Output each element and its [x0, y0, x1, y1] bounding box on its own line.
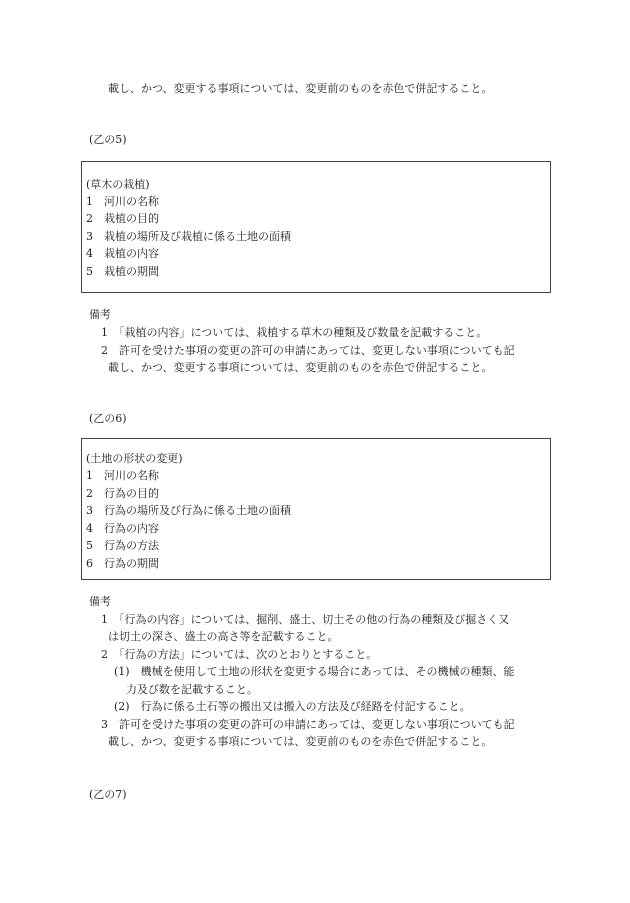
- section-label-7: (乙の7): [89, 788, 127, 801]
- remark-subline: (1) 機械を使用して土地の形状を変更する場合にあっては、その機械の種類、能: [114, 665, 515, 678]
- box-item: 1 河川の名称: [86, 469, 159, 482]
- form-box-6: [81, 438, 551, 580]
- remarks-title-6: 備考: [89, 595, 111, 608]
- form-box-5: [81, 161, 551, 293]
- continuation-text: 載し、かつ、変更する事項については、変更前のものを赤色で併記すること。: [108, 82, 493, 95]
- box-heading: (土地の形状の変更): [86, 452, 183, 465]
- remark-line: 2 許可を受けた事項の変更の許可の申請にあっては、変更しない事項についても記: [101, 344, 515, 357]
- box-item: 6 行為の期間: [86, 557, 159, 570]
- box-heading: (草木の栽植): [86, 178, 150, 191]
- remarks-title-5: 備考: [89, 308, 111, 321]
- section-label-5: (乙の5): [89, 133, 127, 146]
- remark-line: 1 「行為の内容」については、掘削、盛土、切土その他の行為の種類及び掘さく又: [101, 613, 510, 626]
- box-item: 5 栽植の期間: [86, 265, 159, 278]
- remark-line: 載し、かつ、変更する事項については、変更前のものを赤色で併記すること。: [108, 361, 493, 374]
- remark-line: 載し、かつ、変更する事項については、変更前のものを赤色で併記すること。: [108, 735, 493, 748]
- box-item: 1 河川の名称: [86, 195, 159, 208]
- remark-line: 1 「栽植の内容」については、栽植する草木の種類及び数量を記載すること。: [101, 326, 488, 339]
- box-item: 4 行為の内容: [86, 522, 159, 535]
- box-item: 3 栽植の場所及び栽植に係る土地の面積: [86, 230, 291, 243]
- remark-subline: 力及び数を記載すること。: [126, 683, 258, 696]
- remark-line: は切土の深さ、盛土の高さ等を記載すること。: [108, 630, 339, 643]
- remark-subline: (2) 行為に係る土石等の搬出又は搬入の方法及び経路を付記すること。: [114, 700, 471, 713]
- box-item: 4 栽植の内容: [86, 247, 159, 260]
- section-label-6: (乙の6): [89, 412, 127, 425]
- box-item: 2 栽植の目的: [86, 212, 159, 225]
- box-item: 3 行為の場所及び行為に係る土地の面積: [86, 504, 291, 517]
- remark-line: 3 許可を受けた事項の変更の許可の申請にあっては、変更しない事項についても記: [101, 718, 515, 731]
- box-item: 2 行為の目的: [86, 487, 159, 500]
- remark-line: 2 「行為の方法」については、次のとおりとすること。: [101, 648, 378, 661]
- box-item: 5 行為の方法: [86, 539, 159, 552]
